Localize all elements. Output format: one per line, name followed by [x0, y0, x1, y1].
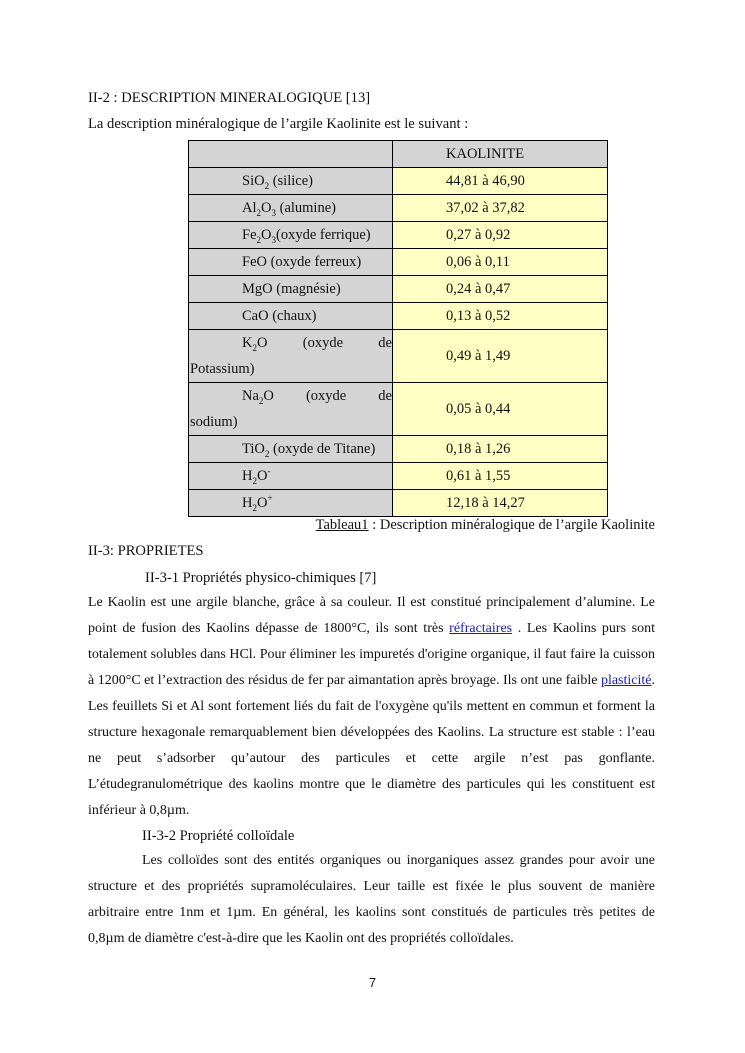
table-caption: Tableau1 : Description minéralogique de l’argile Kaolinite: [315, 517, 655, 533]
table-row: $K_2O$ (oxyde de Potassium) 0,49 à 1,49: [189, 330, 608, 383]
link-plasticite[interactable]: plasticité: [600, 673, 652, 688]
mineral-table: [188, 140, 608, 517]
table-row: MgO (magnésie) 0,24 à 0,47: [189, 276, 608, 303]
table-row: $Al_2O_3$ (alumine) 37,02 à 37,82: [189, 195, 608, 222]
table-header-row: [189, 141, 608, 168]
table-row: SiO$_2$ (silice) 44,81 à 46,90: [189, 168, 608, 195]
table-row: CaO (chaux) 0,13 à 0,52: [189, 303, 608, 330]
subsection-1-title: II-3-1 Propriétés physico-chimiques [7]: [145, 570, 377, 586]
page-number: 7: [368, 975, 377, 990]
paragraph-colloidale: Les colloïdes sont des entités organiques ou inorganiques assez grandes pour avoir une structure et des propriétés supramoléculaires. Leur taille est fixée le plus souvent de manière arbitraire entre 1nm et 1µm. En général, les kaolins sont constitués de particules très petites de 0,8µm de diamètre c'est-à-dire que les Kaolin ont des propriétés colloïdales.: [88, 853, 655, 946]
table-row: $Na_2O$ (oxyde de sodium) 0,05 à 0,44: [189, 383, 608, 436]
intro-text: La description minéralogique de l’argile Kaolinite est le suivant :: [88, 116, 469, 132]
table-row: $H_2O^-$ 0,61 à 1,55: [189, 463, 608, 490]
table-row: $Fe_2O_3(oxyde$ ferrique) 0,27 à 0,92: [189, 222, 608, 249]
paragraph-physico-chimique: Le Kaolin est une argile blanche, grâce à sa couleur. Il est constitué principalement d’alumine. Le point de fusion des Kaolins dépasse de 1800°C, ils sont très réfractaires . Les Kaolins purs sont totalement solubles dans HCl. Pour éliminer les impuretés d'origine organique, il faut faire la cuisson à 1200°C et l’extraction des résidus de fer par aimantation après broyage. Ils ont une faible plasticité. Les feuillets Si et Al sont fortement liés du fait de l'oxygène qu'ils mettent en commun et forment la structure hexagonale remarquablement bien développées des Kaolins. La structure est stable : l’eau ne peut s’adsorber qu’autour des particules et cette argile n’est pas gonflante. L’étudegranulométrique des kaolins montre que le diamètre des particules qui les constituent est inférieur à 0,8µm.: [88, 595, 655, 818]
link-refractaires[interactable]: réfractaires: [449, 621, 513, 636]
table-row: TiO$_2$ (oxyde de Titane) 0,18 à 1,26: [189, 436, 608, 463]
section-2-title: II-3: PROPRIETES: [88, 543, 204, 559]
table-header-empty: [189, 141, 393, 168]
table-header-kaolinite: KAOLINITE: [393, 141, 608, 168]
subsection-2-title: II-3-2 Propriété colloïdale: [142, 828, 295, 844]
table-row: $H_2O^+$ 12,18 à 14,27: [189, 490, 608, 517]
section-title: II-2 : DESCRIPTION MINERALOGIQUE [13]: [88, 90, 371, 106]
table-row: FeO (oxyde ferreux) 0,06 à 0,11: [189, 249, 608, 276]
